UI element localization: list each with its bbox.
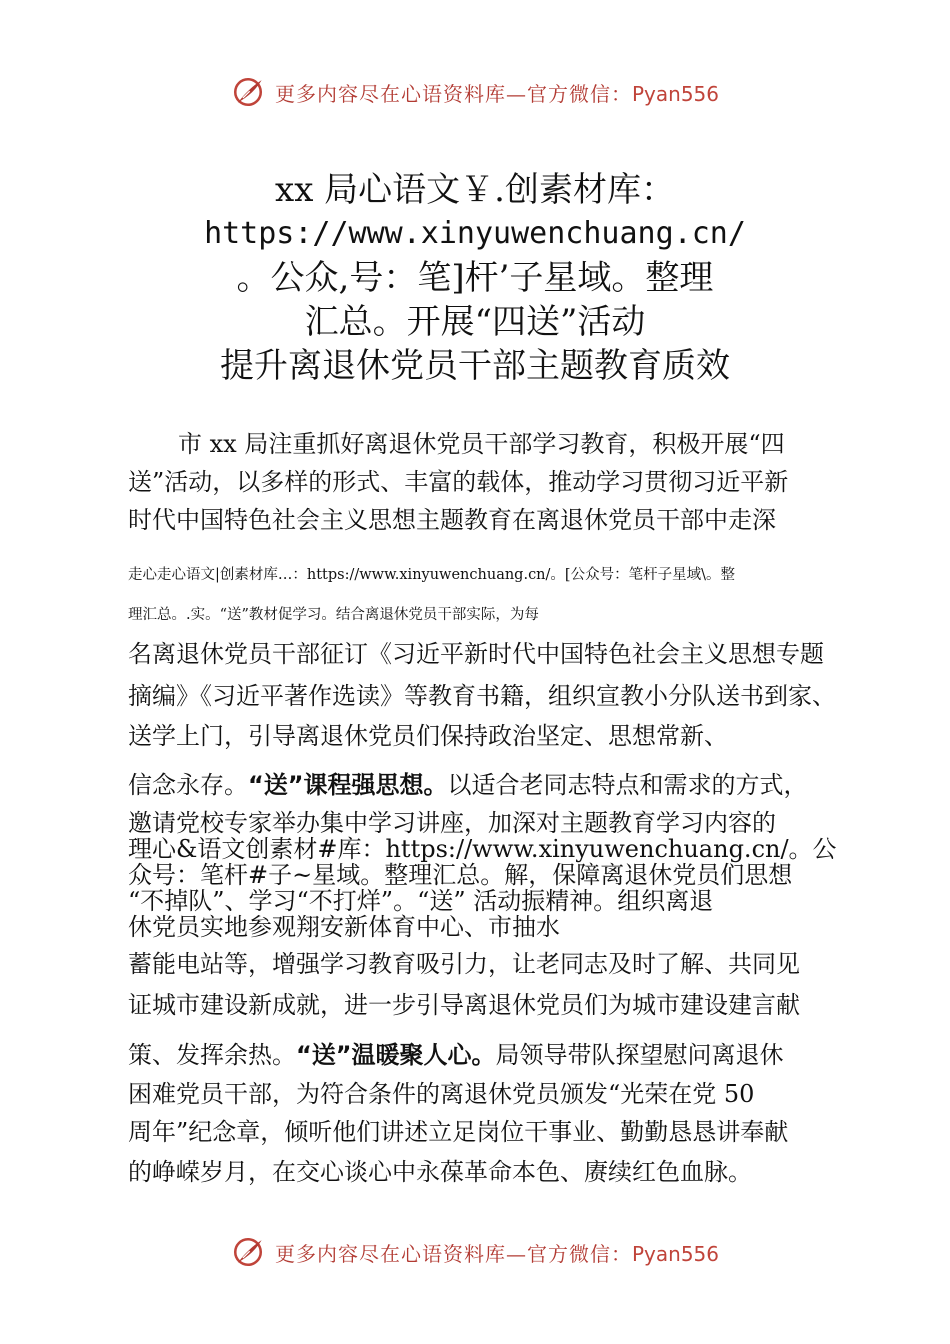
body-line: “不掉队”、学习“不打烊”。“送” 活动振精神。组织离退 <box>128 887 714 915</box>
body-line <box>128 765 808 800</box>
body-line: 时代中国特色社会主义思想主题教育在离退休党员干部中走深 <box>128 506 776 534</box>
body-text: 以适合老同志特点和需求的方式， <box>447 771 808 799</box>
body-line-small: 走心走心语文|创素材库…：https://www.xinyuwenchuang.cn/。[公众号：笔杆子星域\。整 <box>128 567 735 583</box>
body-text: 策、发挥余热。 <box>128 1041 296 1069</box>
body-line: 摘编》《习近平著作选读》等教育书籍，组织宣教小分队送书到家、 <box>128 682 836 710</box>
body-line: 邀请党校专家举办集中学习讲座，加深对主题教育学习内容的 <box>128 809 776 837</box>
title-line-3: 。公众,号：笔]杆’子星域。整理 <box>236 258 714 298</box>
banner-text <box>275 1238 719 1267</box>
body-line: 证城市建设新成就，进一步引导离退休党员们为城市建设建言献 <box>128 991 800 1019</box>
body-line: 送”活动，以多样的形式、丰富的载体，推动学习贯彻习近平新 <box>128 468 789 496</box>
banner-wechat-id: Pyan556 <box>631 81 719 106</box>
banner-text <box>275 78 719 107</box>
quill-logo-icon <box>231 75 265 109</box>
body-line: 众号：笔杆#子~星域。整理汇总。解，保障离退休党员们思想 <box>128 861 793 889</box>
banner-wechat-id: Pyan556 <box>631 1241 719 1266</box>
body-line: 理心&语文创素材#库：https://www.xinyuwenchuang.cn/。公 <box>128 835 837 863</box>
body-line: 周年”纪念章，倾听他们讲述立足岗位干事业、勤勤恳恳讲奉献 <box>128 1118 789 1146</box>
title-line-4: 汇总。开展“四送”活动 <box>304 302 646 342</box>
body-line <box>128 1035 784 1070</box>
document-title <box>120 168 830 388</box>
section-heading-course: “送”课程强思想。 <box>248 771 448 799</box>
body-line: 市 xx 局注重抓好离退休党员干部学习教育，积极开展“四 <box>178 430 785 458</box>
footer-banner <box>0 1232 950 1272</box>
body-text: 信念永存。 <box>128 771 248 799</box>
body-line: 蓄能电站等，增强学习教育吸引力，让老同志及时了解、共同见 <box>128 950 800 978</box>
banner-text-cn: 更多内容尽在心语资料库—官方微信： <box>274 81 632 106</box>
title-line-1: xx 局心语文￥.创素材库： <box>275 170 675 210</box>
header-banner <box>0 72 950 112</box>
body-line: 送学上门，引导离退休党员们保持政治坚定、思想常新、 <box>128 722 728 750</box>
body-line: 的峥嵘岁月，在交心谈心中永葆革命本色、赓续红色血脉。 <box>128 1158 752 1186</box>
body-line: 休党员实地参观翔安新体育中心、市抽水 <box>128 913 560 941</box>
banner-text-cn: 更多内容尽在心语资料库—官方微信： <box>274 1241 632 1266</box>
body-text: 局领导带队探望慰问离退休 <box>495 1041 784 1069</box>
title-line-5: 提升离退休党员干部主题教育质效 <box>220 346 730 386</box>
body-line: 名离退休党员干部征订《习近平新时代中国特色社会主义思想专题 <box>128 640 824 668</box>
section-heading-warmth: “送”温暖聚人心。 <box>296 1041 496 1069</box>
quill-logo-icon <box>231 1235 265 1269</box>
title-line-2: https://www.xinyuwenchuang.cn/ <box>204 216 746 251</box>
body-line-small: 理汇总。.实。“送”教材促学习。结合离退休党员干部实际，为每 <box>128 607 539 623</box>
body-line: 困难党员干部，为符合条件的离退休党员颁发“光荣在党 50 <box>128 1080 755 1108</box>
